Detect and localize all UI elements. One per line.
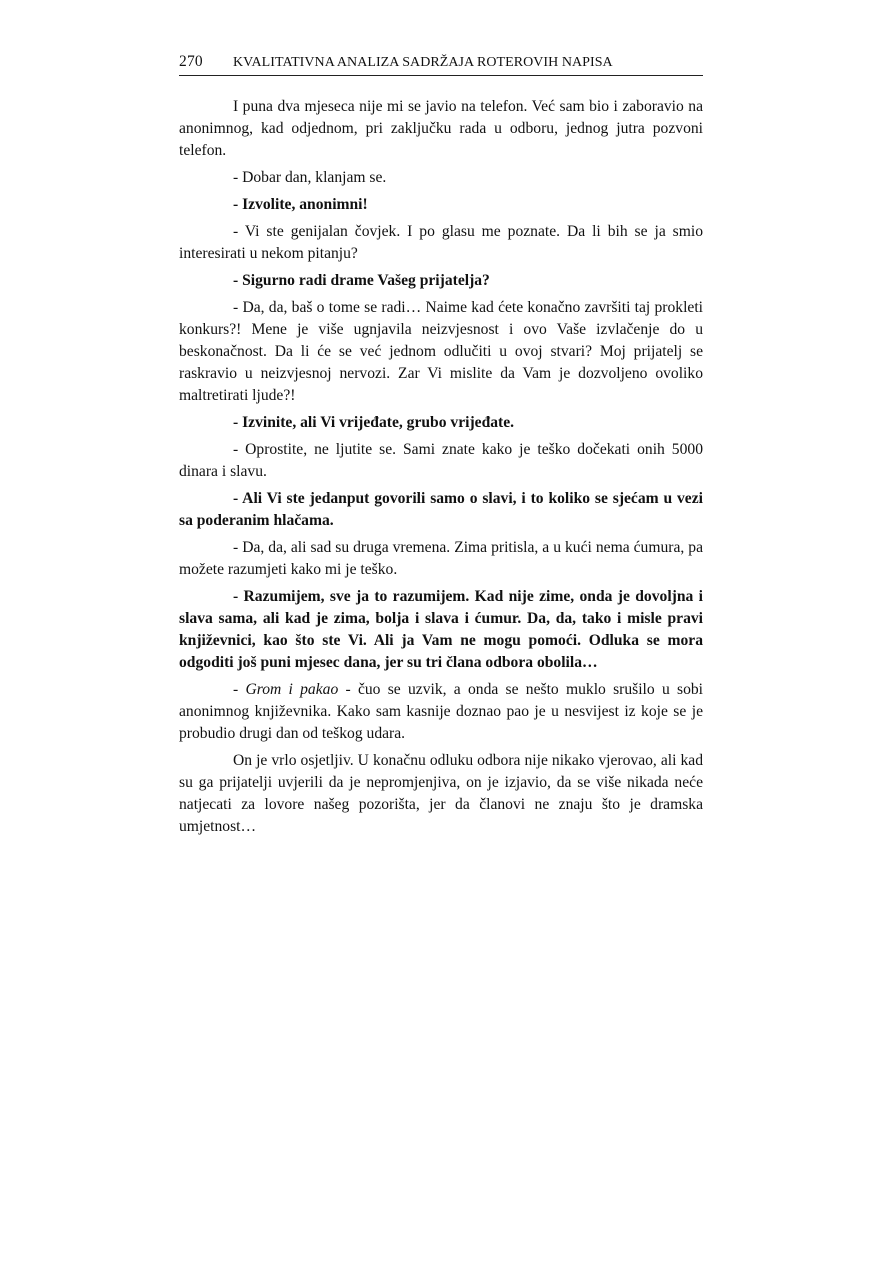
dash-prefix: - (233, 681, 246, 698)
running-title: KVALITATIVNA ANALIZA SADRŽAJA ROTEROVIH NAPISA (233, 55, 613, 70)
running-header (179, 52, 703, 76)
book-page (179, 52, 703, 843)
dialogue-line-narrator: - Razumijem, sve ja to razumijem. Kad nije zime, onda je dovoljna i slava sama, ali kad je zima, bolja i slava i ćumur. Da, da, tako i misle pravi književnici, kao što ste Vi. Ali ja Vam ne mogu pomoći. Odluka se mora odgoditi još puni mjesec dana, jer su tri člana odbora obolila… (179, 588, 703, 671)
dialogue-line-caller: - Oprostite, ne ljutite se. Sami znate kako je teško dočekati onih 5000 dinara i slavu. (179, 441, 703, 480)
dialogue-line-narrator: - Izvinite, ali Vi vrijeđate, grubo vrijeđate. (233, 414, 515, 431)
page-number: 270 (179, 53, 203, 70)
dialogue-line-caller: - Dobar dan, klanjam se. (233, 169, 387, 186)
dialogue-line-narrator: - Ali Vi ste jedanput govorili samo o slavi, i to koliko se sjećam u vezi sa poderanim hlačama. (179, 490, 703, 529)
dialogue-line-narrator: - Izvolite, anonimni! (233, 196, 368, 213)
dialogue-line-caller: - Da, da, ali sad su druga vremena. Zima pritisla, a u kući nema ćumura, pa možete razumjeti kako mi je teško. (179, 539, 703, 578)
dialogue-line-narrator: - Sigurno radi drame Vašeg prijatelja? (233, 272, 490, 289)
italic-exclamation: Grom i pakao (245, 681, 339, 698)
dialogue-line-caller: - Da, da, baš o tome se radi… Naime kad ćete konačno završiti taj prokleti konkurs?! Mene je više ugnjavila neizvjesnost i ovo Vaše izvlačenje do u beskonačnost. Da li će se već jednom odlučiti u ovoj stvari? Moj prijatelj se raskravio u neizvjesnoj nervozi. Zar Vi mislite da Vam je dozvoljeno ovoliko maltretirati ljude?! (179, 299, 703, 404)
paragraph-closing: On je vrlo osjetljiv. U konačnu odluku odbora nije nikako vjerovao, ali kad su ga prijatelji uvjerili da je nepromjenjiva, on je izjavio, da se više nikada neće natjecati za lovore našeg pozorišta, jer da članovi ne znaju što je dramska umjetnost… (179, 752, 703, 835)
paragraph-intro: I puna dva mjeseca nije mi se javio na telefon. Već sam bio i zaboravio na anonimnog, kad odjednom, pri zaključku rada u odboru, jednog jutra pozvoni telefon. (179, 98, 703, 159)
dialogue-line-caller: - Vi ste genijalan čovjek. I po glasu me poznate. Da li bih se ja smio interesirati u nekom pitanju? (179, 223, 703, 262)
paragraph-exclamation (179, 679, 703, 745)
paragraph-rest: - čuo se uzvik, a onda se nešto muklo srušilo u sobi anonimnog književnika. Kako sam kasnije doznao pao je u nesvijest iz koje se je probudio drugi dan od teškog udara. (179, 681, 703, 742)
body-text (179, 96, 703, 838)
